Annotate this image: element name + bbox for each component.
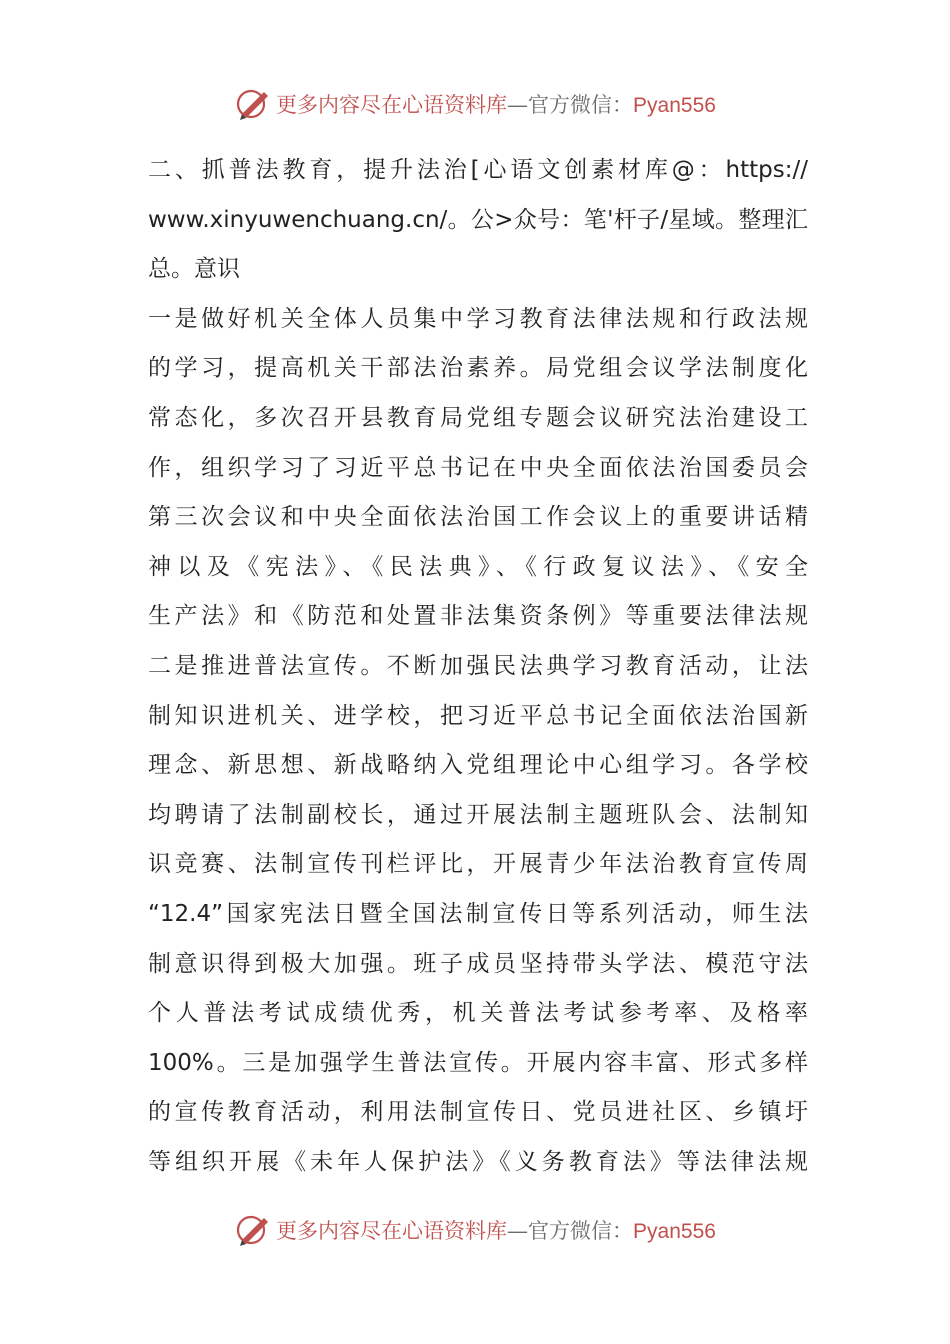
text-line: 常态化，多次召开县教育局党组专题会议研究法治建设工 [148, 404, 808, 431]
text-line: 二是推进普法宣传。不断加强民法典学习教育活动，让法 [148, 652, 808, 679]
text-line: 识竞赛、法制宣传刊栏评比，开展青少年法治教育宣传周 [148, 851, 808, 878]
footer-banner [0, 1210, 950, 1250]
banner-main: 更多内容尽在心语资料库 [276, 1219, 508, 1243]
banner-text [276, 89, 716, 119]
text-line: 的宣传教育活动，利用法制宣传日、党员进社区、乡镇圩 [148, 1099, 808, 1126]
banner-sub: 官方微信： [528, 93, 634, 117]
text-line: “12.4”国家宪法日暨全国法制宣传日等系列活动，师生法 [148, 900, 808, 927]
banner-id: Pyan556 [633, 1220, 716, 1243]
header-banner [0, 84, 950, 124]
banner-dash: — [507, 1219, 529, 1243]
text-line: 均聘请了法制副校长，通过开展法制主题班队会、法制知 [148, 801, 808, 828]
text-line: 一是做好机关全体人员集中学习教育法律法规和行政法规 [148, 305, 808, 332]
text-line: 100%。三是加强学生普法宣传。开展内容丰富、形式多样 [148, 1049, 808, 1076]
banner-sub: 官方微信： [528, 1219, 634, 1243]
text-line: 等组织开展《未年人保护法》《义务教育法》等法律法规 [148, 1148, 808, 1175]
banner-main: 更多内容尽在心语资料库 [276, 93, 508, 117]
text-line: www.xinyuwenchuang.cn/。公>众号：笔'杆子/星域。整理汇 [148, 206, 808, 233]
pen-logo-icon [234, 1212, 272, 1248]
text-line: 神以及《宪法》、《民法典》、《行政复议法》、《安全 [148, 553, 808, 580]
text-line: 制意识得到极大加强。班子成员坚持带头学法、模范守法 [148, 950, 808, 977]
banner-dash: — [507, 93, 529, 117]
text-line: 作，组织学习了习近平总书记在中央全面依法治国委员会 [148, 454, 808, 481]
text-line: 生产法》和《防范和处置非法集资条例》等重要法律法规 [148, 603, 808, 630]
banner-id: Pyan556 [633, 94, 716, 117]
text-line: 理念、新思想、新战略纳入党组理论中心组学习。各学校 [148, 752, 808, 779]
banner-text [276, 1215, 716, 1245]
body-text [148, 146, 808, 1187]
text-line: 二、抓普法教育，提升法治[心语文创素材库@：https:// [148, 157, 808, 183]
pen-logo-icon [234, 86, 272, 122]
text-line: 第三次会议和中央全面依法治国工作会议上的重要讲话精 [148, 504, 808, 531]
text-line: 个人普法考试成绩优秀，机关普法考试参考率、及格率 [148, 1000, 808, 1027]
text-line: 制知识进机关、进学校，把习近平总书记全面依法治国新 [148, 702, 808, 729]
text-line: 的学习，提高机关干部法治素养。局党组会议学法制度化 [148, 355, 808, 382]
text-line: 总。意识 [148, 256, 240, 283]
